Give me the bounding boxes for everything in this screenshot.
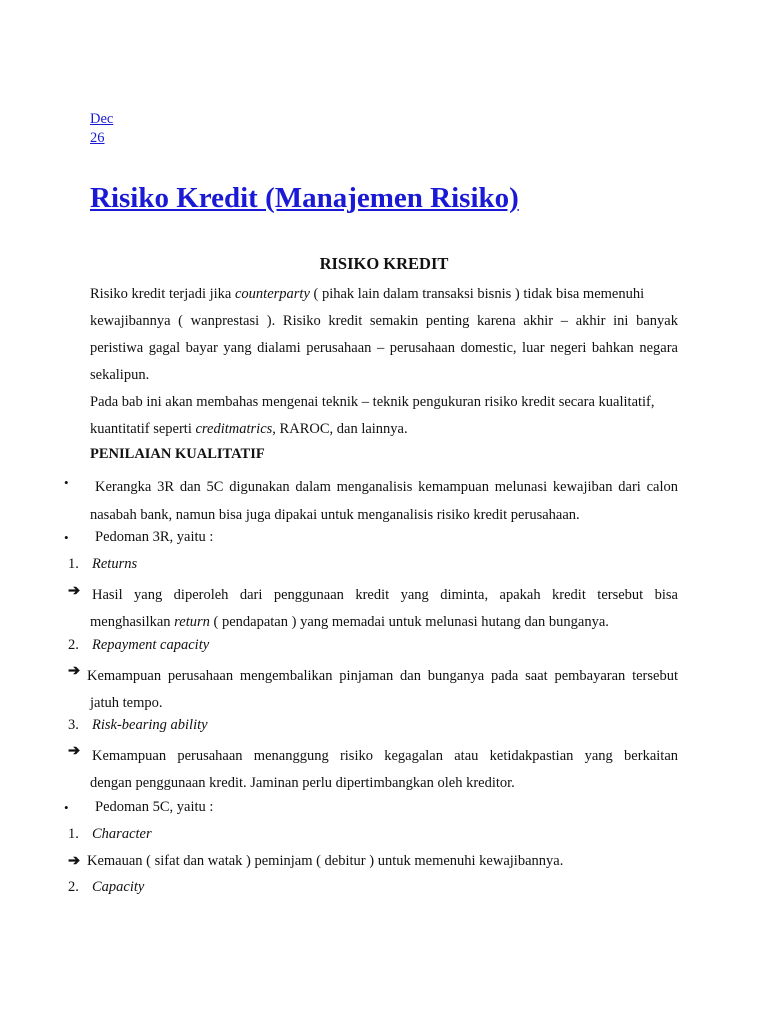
post-date[interactable] xyxy=(90,110,113,148)
bullet-marker: • xyxy=(64,475,69,490)
intro-line-2: kewajibannya ( wanprestasi ). Risiko kredit semakin penting karena akhir – akhir ini banyak xyxy=(90,313,678,329)
list-item-5c-1: 1. Character xyxy=(68,826,152,842)
arrow-icon: ➔ xyxy=(68,583,81,599)
3r-1-desc-line-2: menghasilkan return ( pendapatan ) yang memadai untuk melunasi hutang dan bunganya. xyxy=(90,614,609,630)
list-item-3r-3: 3. Risk-bearing ability xyxy=(68,717,208,733)
3r-3-desc xyxy=(90,743,678,797)
5c-1-desc: Kemauan ( sifat dan watak ) peminjam ( debitur ) untuk memenuhi kewajibannya. xyxy=(87,853,564,869)
date-day-link[interactable]: 26 xyxy=(90,130,105,146)
3r-3-desc-line-1: Kemampuan perusahaan menanggung risiko kegagalan atau ketidakpastian yang berkaitan xyxy=(92,748,678,764)
intro-line-6: kuantitatif seperti creditmatrics, RAROC, dan lainnya. xyxy=(90,421,408,437)
arrow-icon: ➔ xyxy=(68,663,81,679)
bullet-2-text: Pedoman 3R, yaitu : xyxy=(95,529,214,545)
arrow-icon: ➔ xyxy=(68,743,81,759)
arrow-icon: ➔ xyxy=(68,853,81,869)
intro-line-3: peristiwa gagal bayar yang dialami perusahaan – perusahaan domestic, luar negeri bahkan negara xyxy=(90,340,678,356)
bullet-1-text xyxy=(90,473,678,529)
list-item-5c-2: 2. Capacity xyxy=(68,879,145,895)
bullet-3-text: Pedoman 5C, yaitu : xyxy=(95,799,214,815)
3r-1-desc xyxy=(90,582,678,636)
section-heading: RISIKO KREDIT xyxy=(319,254,449,273)
bullet-marker: • xyxy=(64,530,69,545)
bullet-1-line-2: nasabah bank, namun bisa juga dipakai untuk menganalisis risiko kredit perusahaan. xyxy=(90,507,580,523)
list-item-3r-2: 2. Repayment capacity xyxy=(68,637,210,653)
date-month-link[interactable]: Dec xyxy=(90,111,114,127)
intro-paragraph xyxy=(90,281,678,443)
bullet-marker: • xyxy=(64,800,69,815)
3r-2-desc-line-2: jatuh tempo. xyxy=(90,695,163,711)
3r-3-desc-line-2: dengan penggunaan kredit. Jaminan perlu dipertimbangkan oleh kreditor. xyxy=(90,775,515,791)
penilaian-heading: PENILAIAN KUALITATIF xyxy=(90,446,265,462)
intro-line-4: sekalipun. xyxy=(90,367,150,383)
3r-2-desc xyxy=(87,663,678,717)
3r-1-desc-line-1: Hasil yang diperoleh dari penggunaan kredit yang diminta, apakah kredit tersebut bisa xyxy=(92,587,678,603)
intro-line-5: Pada bab ini akan membahas mengenai teknik – teknik pengukuran risiko kredit secara kualitatif, xyxy=(90,394,655,410)
3r-2-desc-line-1: Kemampuan perusahaan mengembalikan pinjaman dan bunganya pada saat pembayaran tersebut xyxy=(87,668,678,684)
bullet-1-line-1: Kerangka 3R dan 5C digunakan dalam menganalisis kemampuan melunasi kewajiban dari calon xyxy=(95,479,678,495)
post-title[interactable] xyxy=(90,182,519,215)
post-title-link[interactable]: Risiko Kredit (Manajemen Risiko) xyxy=(90,182,519,214)
intro-line-1: Risiko kredit terjadi jika counterparty ( pihak lain dalam transaksi bisnis ) tidak bisa memenuhi xyxy=(90,286,645,302)
list-item-3r-1: 1. Returns xyxy=(68,556,138,572)
